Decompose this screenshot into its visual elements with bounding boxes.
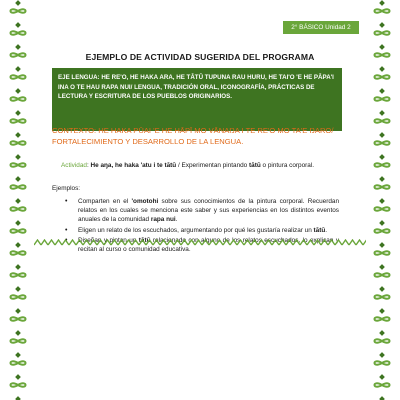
border-leaf-icon — [382, 75, 390, 78]
divider-chevron-icon — [251, 240, 258, 245]
border-leaf-icon — [375, 383, 383, 386]
border-leaf-icon — [11, 53, 19, 56]
divider-chevron-icon — [62, 240, 69, 245]
border-leaf-icon — [382, 361, 390, 364]
divider-chevron-icon — [41, 240, 48, 245]
activity-line — [61, 162, 351, 169]
list-item — [63, 226, 339, 235]
border-leaf-icon — [18, 361, 26, 364]
border-leaf-icon — [11, 141, 19, 144]
border-leaf-icon — [11, 339, 19, 342]
border-leaf-icon — [11, 383, 19, 386]
divider-chevron-icon — [90, 240, 97, 245]
border-leaf-icon — [382, 141, 390, 144]
border-leaf-icon — [18, 119, 26, 122]
border-leaf-icon — [382, 317, 390, 320]
divider-chevron-icon — [286, 240, 293, 245]
border-diamond-icon — [379, 66, 385, 72]
border-leaf-icon — [18, 75, 26, 78]
item-text: sobre sus conocimientos de la pintura corporal. Recuerdan relatos en los cuales se menciona este saber y sus experiencias en los distintos eventos anuales de la comunidad — [78, 198, 339, 224]
divider-chevron-icon — [244, 240, 251, 245]
border-leaf-icon — [375, 119, 383, 122]
border-diamond-icon — [15, 154, 21, 160]
border-leaf-icon — [18, 339, 26, 342]
divider-chevron-icon — [202, 240, 209, 245]
border-diamond-icon — [379, 0, 385, 6]
divider-chevron-icon — [76, 240, 83, 245]
border-leaf-icon — [382, 119, 390, 122]
border-leaf-icon — [18, 273, 26, 276]
border-leaf-icon — [11, 31, 19, 34]
border-leaf-icon — [375, 141, 383, 144]
border-diamond-icon — [379, 110, 385, 116]
border-leaf-icon — [375, 317, 383, 320]
border-leaf-icon — [18, 97, 26, 100]
border-diamond-icon — [15, 286, 21, 292]
border-leaf-icon — [11, 119, 19, 122]
border-leaf-icon — [11, 163, 19, 166]
eje-box — [52, 68, 342, 131]
border-leaf-icon — [11, 361, 19, 364]
item-text: Eligen un relato de los escuchados, argumentando por qué les gustaría realizar un — [78, 226, 314, 234]
border-diamond-icon — [15, 374, 21, 380]
border-leaf-icon — [11, 185, 19, 188]
border-diamond-icon — [15, 176, 21, 182]
border-leaf-icon — [382, 207, 390, 210]
border-leaf-icon — [382, 251, 390, 254]
divider-chevron-icon — [356, 240, 363, 245]
border-diamond-icon — [379, 22, 385, 28]
divider-chevron-icon — [258, 240, 265, 245]
border-diamond-icon — [379, 220, 385, 226]
border-diamond-icon — [379, 264, 385, 270]
examples-label: Ejemplos: — [52, 185, 81, 192]
border-leaf-icon — [375, 295, 383, 298]
border-diamond-icon — [15, 66, 21, 72]
border-leaf-icon — [11, 229, 19, 232]
divider-chevron-icon — [181, 240, 188, 245]
border-leaf-icon — [382, 229, 390, 232]
border-leaf-icon — [11, 251, 19, 254]
bullet-icon: • — [65, 198, 68, 205]
border-leaf-icon — [11, 97, 19, 100]
border-leaf-icon — [18, 229, 26, 232]
border-leaf-icon — [382, 383, 390, 386]
border-leaf-icon — [11, 317, 19, 320]
border-diamond-icon — [15, 44, 21, 50]
border-diamond-icon — [379, 330, 385, 336]
border-leaf-icon — [18, 383, 26, 386]
divider-chevron-icon — [195, 240, 202, 245]
border-diamond-icon — [15, 0, 21, 6]
item-bold: 'omotohi — [131, 198, 159, 205]
divider-chevron-icon — [160, 240, 167, 245]
border-diamond-icon — [379, 154, 385, 160]
border-diamond-icon — [379, 132, 385, 138]
border-leaf-icon — [18, 31, 26, 34]
border-diamond-icon — [15, 264, 21, 270]
border-leaf-icon — [11, 273, 19, 276]
border-leaf-icon — [375, 273, 383, 276]
divider-chevron-icon — [314, 240, 321, 245]
divider-chevron-icon — [223, 240, 230, 245]
activity-desc-2: o pintura corporal. — [260, 162, 315, 169]
divider-chevron-icon — [153, 240, 160, 245]
border-leaf-icon — [11, 9, 19, 12]
border-leaf-icon — [18, 317, 26, 320]
item-bold: tātū — [313, 226, 326, 234]
divider-chevron-icon — [237, 240, 244, 245]
divider-chevron-icon — [272, 240, 279, 245]
border-diamond-icon — [379, 352, 385, 358]
divider-chevron-icon — [209, 240, 216, 245]
border-leaf-icon — [375, 339, 383, 342]
border-diamond-icon — [15, 220, 21, 226]
bullet-icon: • — [65, 226, 68, 234]
border-diamond-icon — [15, 242, 21, 248]
border-leaf-icon — [375, 361, 383, 364]
border-leaf-icon — [375, 251, 383, 254]
border-diamond-icon — [379, 176, 385, 182]
divider-chevron-icon — [265, 240, 272, 245]
border-leaf-icon — [382, 163, 390, 166]
divider-chevron-icon — [104, 240, 111, 245]
divider-chevron-icon — [307, 240, 314, 245]
border-diamond-icon — [15, 396, 21, 400]
border-diamond-icon — [379, 44, 385, 50]
border-leaf-icon — [18, 207, 26, 210]
border-leaf-icon — [11, 207, 19, 210]
item-text: . — [325, 226, 328, 234]
divider-chevron-icon — [167, 240, 174, 245]
list-item — [63, 197, 339, 225]
border-leaf-icon — [382, 339, 390, 342]
border-diamond-icon — [379, 396, 385, 400]
border-leaf-icon — [382, 273, 390, 276]
divider-chevron-icon — [349, 240, 356, 245]
border-diamond-icon — [15, 198, 21, 204]
border-leaf-icon — [18, 9, 26, 12]
border-leaf-icon — [18, 163, 26, 166]
unit-badge: 2° BÁSICO Unidad 2 — [283, 21, 359, 34]
divider-chevron-icon — [146, 240, 153, 245]
divider-chevron-icon — [174, 240, 181, 245]
divider-chevron-icon — [328, 240, 335, 245]
border-leaf-icon — [382, 97, 390, 100]
border-leaf-icon — [375, 185, 383, 188]
divider-chevron-icon — [363, 240, 366, 245]
item-text: Comparten en el — [78, 198, 132, 205]
right-decorative-border — [370, 0, 394, 400]
border-leaf-icon — [18, 295, 26, 298]
activity-sep: : — [86, 162, 91, 169]
border-leaf-icon — [11, 75, 19, 78]
border-diamond-icon — [15, 132, 21, 138]
left-decorative-border — [6, 0, 30, 400]
activity-label: Actividad — [61, 162, 87, 169]
border-diamond-icon — [15, 22, 21, 28]
border-leaf-icon — [382, 295, 390, 298]
border-diamond-icon — [15, 110, 21, 116]
border-diamond-icon — [15, 352, 21, 358]
divider-chevron-icon — [55, 240, 62, 245]
divider-chevron-icon — [34, 240, 41, 245]
divider-chevron-icon — [111, 240, 118, 245]
divider-chevron-icon — [335, 240, 342, 245]
border-diamond-icon — [379, 374, 385, 380]
border-leaf-icon — [18, 251, 26, 254]
item-bold: rapa nui — [150, 216, 176, 224]
eje-text: EJE LENGUA: HE RE'O, HE HAKA ARA, HE TĀTŪ TUPUNA RAU HURU, HE TAI'O 'E HE PĀPA'I INA O TE HAU RAPA NUI/ LENGUA, TRADICIÓN ORAL, ICONOGRAFÍA, PRÁCTICAS DE LECTURA Y ESCRITURA DE LOS PUEBLOS ORIGINARIOS. — [58, 74, 334, 101]
divider-chevron-icon — [216, 240, 223, 245]
divider-chevron-icon — [321, 240, 328, 245]
border-leaf-icon — [375, 97, 383, 100]
item-text: relacionado con alguno de los relatos escuchados, lo explican y recitan al curso o comunidad educativa. — [78, 236, 340, 254]
border-diamond-icon — [379, 198, 385, 204]
border-diamond-icon — [15, 88, 21, 94]
border-leaf-icon — [382, 9, 390, 12]
border-leaf-icon — [382, 31, 390, 34]
page-title: EJEMPLO DE ACTIVIDAD SUGERIDA DEL PROGRAMA — [85, 52, 315, 62]
activity-title: He aŋa, he haka 'atu i te tātū — [90, 162, 177, 169]
divider-chevron-icon — [83, 240, 90, 245]
context-heading: CONTEXTO: HE HAKA PŪAI 'E HE HĀPĪ MO VĀNAŊA I TE RE'O MO TA'E ŊARO/ FORTALECIMIENTO Y DESARROLLO DE LA LENGUA. — [52, 126, 334, 146]
divider-chevron-icon — [279, 240, 286, 245]
border-leaf-icon — [18, 185, 26, 188]
divider-chevron-icon — [300, 240, 307, 245]
border-leaf-icon — [11, 295, 19, 298]
divider-chevron-icon — [69, 240, 76, 245]
divider-chevron-icon — [118, 240, 125, 245]
border-diamond-icon — [379, 308, 385, 314]
border-diamond-icon — [379, 286, 385, 292]
divider-chevron-icon — [97, 240, 104, 245]
border-leaf-icon — [375, 229, 383, 232]
item-bold: tātū — [138, 236, 151, 244]
divider-chevron-icon — [132, 240, 139, 245]
border-diamond-icon — [15, 308, 21, 314]
border-leaf-icon — [375, 31, 383, 34]
border-leaf-icon — [18, 53, 26, 56]
divider-chevron-icon — [188, 240, 195, 245]
border-leaf-icon — [382, 53, 390, 56]
divider-chevron-icon — [293, 240, 300, 245]
border-diamond-icon — [379, 88, 385, 94]
activity-bold-term: tātū — [249, 162, 261, 169]
divider-chevron-icon — [230, 240, 237, 245]
border-leaf-icon — [375, 9, 383, 12]
item-text: Diseñan y pintan un — [78, 236, 139, 244]
bullet-icon: • — [65, 236, 68, 244]
divider-chevron-icon — [125, 240, 132, 245]
border-leaf-icon — [18, 141, 26, 144]
border-diamond-icon — [379, 242, 385, 248]
border-leaf-icon — [375, 163, 383, 166]
border-leaf-icon — [375, 207, 383, 210]
border-diamond-icon — [15, 330, 21, 336]
border-leaf-icon — [375, 75, 383, 78]
activity-desc-1: / Experimentan pintando — [176, 162, 250, 169]
border-leaf-icon — [375, 53, 383, 56]
divider-chevron-icon — [342, 240, 349, 245]
divider-chevron-icon — [48, 240, 55, 245]
divider-chevron-icon — [139, 240, 146, 245]
item-text: . — [175, 216, 178, 224]
border-leaf-icon — [382, 185, 390, 188]
